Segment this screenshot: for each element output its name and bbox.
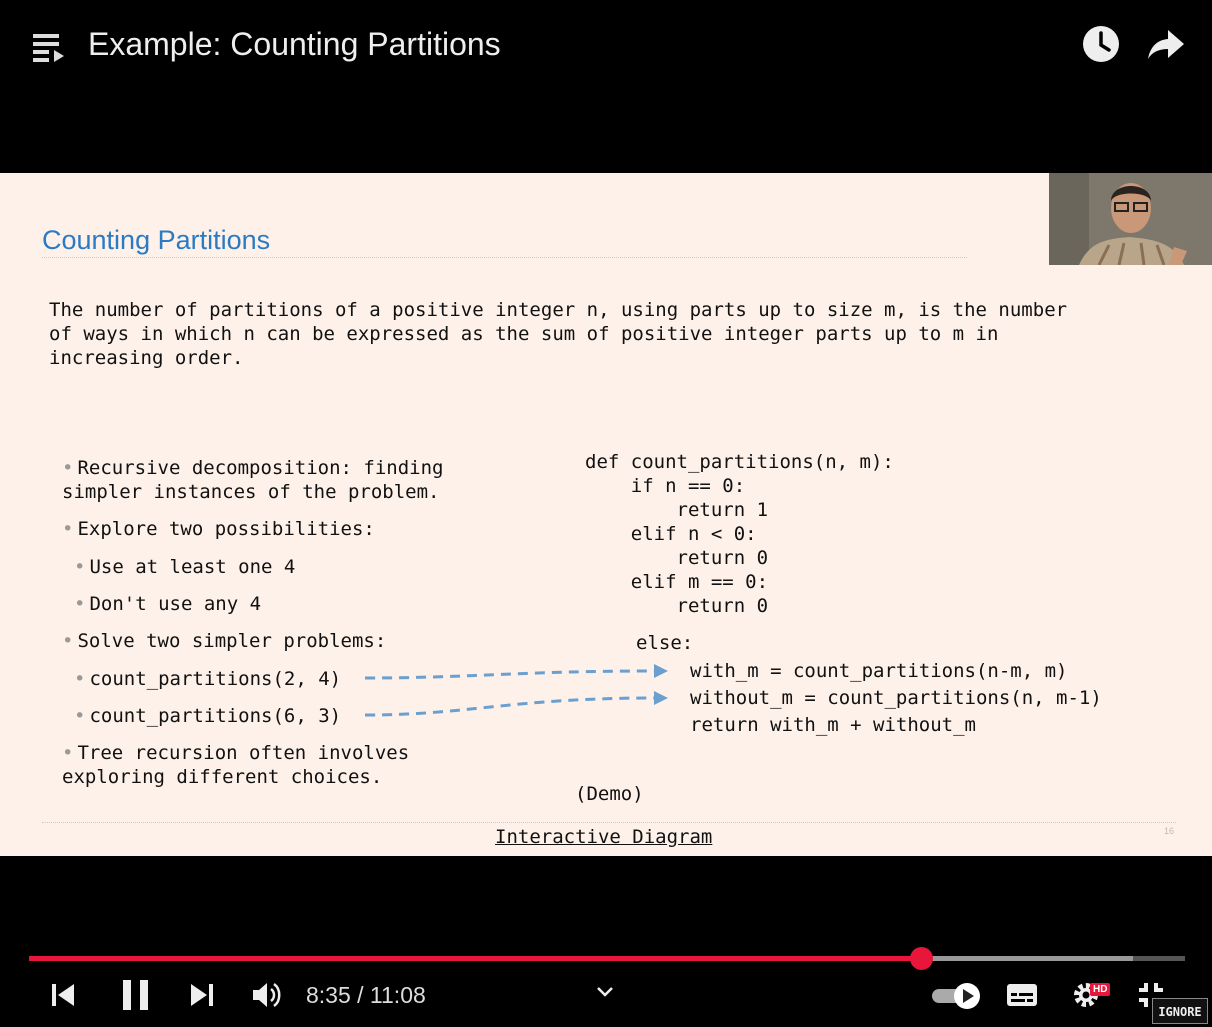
- bullet-item: • Explore two possibilities:: [62, 518, 375, 540]
- slide-page-number: 16: [1164, 826, 1175, 836]
- bullet-text: Tree recursion often involves exploring different choices.: [62, 742, 410, 788]
- slide-title: Counting Partitions: [42, 225, 271, 255]
- previous-icon[interactable]: [49, 981, 77, 1009]
- sub-bullet-item: • Don't use any 4: [74, 593, 262, 615]
- clock-icon[interactable]: [1082, 25, 1120, 63]
- bullet-text: count_partitions(2, 4): [89, 668, 342, 690]
- playlist-icon[interactable]: [30, 28, 70, 68]
- intro-line: increasing order.: [49, 347, 244, 369]
- arrowhead: [654, 664, 668, 678]
- bullet-text: Don't use any 4: [89, 593, 262, 615]
- sub-bullet-item: • Use at least one 4: [74, 556, 296, 578]
- bullet-item: • Recursive decomposition: finding simpler instances of the problem.: [62, 457, 444, 503]
- bullet-item: • Tree recursion often involves exploring different choices.: [62, 742, 410, 788]
- arrowhead: [654, 691, 668, 705]
- progress-bar[interactable]: [29, 956, 1185, 961]
- bullet-text: count_partitions(6, 3): [89, 705, 342, 727]
- video-frame[interactable]: [0, 173, 1212, 856]
- bullet-text: Solve two simpler problems:: [77, 630, 387, 652]
- bullet-text: Recursive decomposition: finding simpler instances of the problem.: [62, 457, 444, 503]
- intro-line: The number of partitions of a positive integer n, using parts up to size m, is the number: [49, 299, 1068, 321]
- bullet-text: Use at least one 4: [89, 556, 296, 578]
- scrubber-handle[interactable]: [910, 947, 933, 970]
- bottom-divider: [42, 822, 1176, 823]
- autoplay-toggle[interactable]: [930, 980, 984, 1012]
- share-icon[interactable]: [1146, 26, 1186, 62]
- sub-bullet-item: • count_partitions(6, 3): [74, 705, 342, 727]
- ignore-button[interactable]: IGNORE: [1152, 998, 1208, 1024]
- video-title[interactable]: Example: Counting Partitions: [88, 26, 501, 62]
- next-icon[interactable]: [188, 981, 216, 1009]
- bullet-item: • Solve two simpler problems:: [62, 630, 387, 652]
- code-block-top: def count_partitions(n, m): if n == 0: return 1 elif n < 0: return 0 elif m == 0: return 0: [585, 451, 894, 617]
- top-bar: [0, 0, 1212, 90]
- volume-icon[interactable]: [250, 979, 282, 1011]
- hd-badge: HD: [1090, 983, 1110, 996]
- code-block-bottom: with_m = count_partitions(n-m, m) without_m = count_partitions(n, m-1) return with_m + without_m: [690, 660, 1102, 736]
- chevron-down-icon[interactable]: [594, 983, 616, 999]
- subtitles-icon[interactable]: [1005, 981, 1039, 1009]
- played-bar: [29, 956, 921, 961]
- code-else: else:: [636, 632, 694, 654]
- sub-bullet-item: • count_partitions(2, 4): [74, 668, 342, 690]
- arrow-path: [365, 671, 655, 678]
- demo-label: (Demo): [575, 783, 644, 805]
- time-display: 8:35 / 11:08: [306, 982, 426, 1008]
- pause-icon[interactable]: [120, 978, 152, 1012]
- arrow-path: [365, 698, 655, 715]
- interactive-diagram-link[interactable]: Interactive Diagram: [495, 826, 713, 848]
- bullet-text: Explore two possibilities:: [77, 518, 375, 540]
- intro-line: of ways in which n can be expressed as the sum of positive integer parts up to m in: [49, 323, 999, 345]
- arrow-diagram: [0, 173, 1212, 856]
